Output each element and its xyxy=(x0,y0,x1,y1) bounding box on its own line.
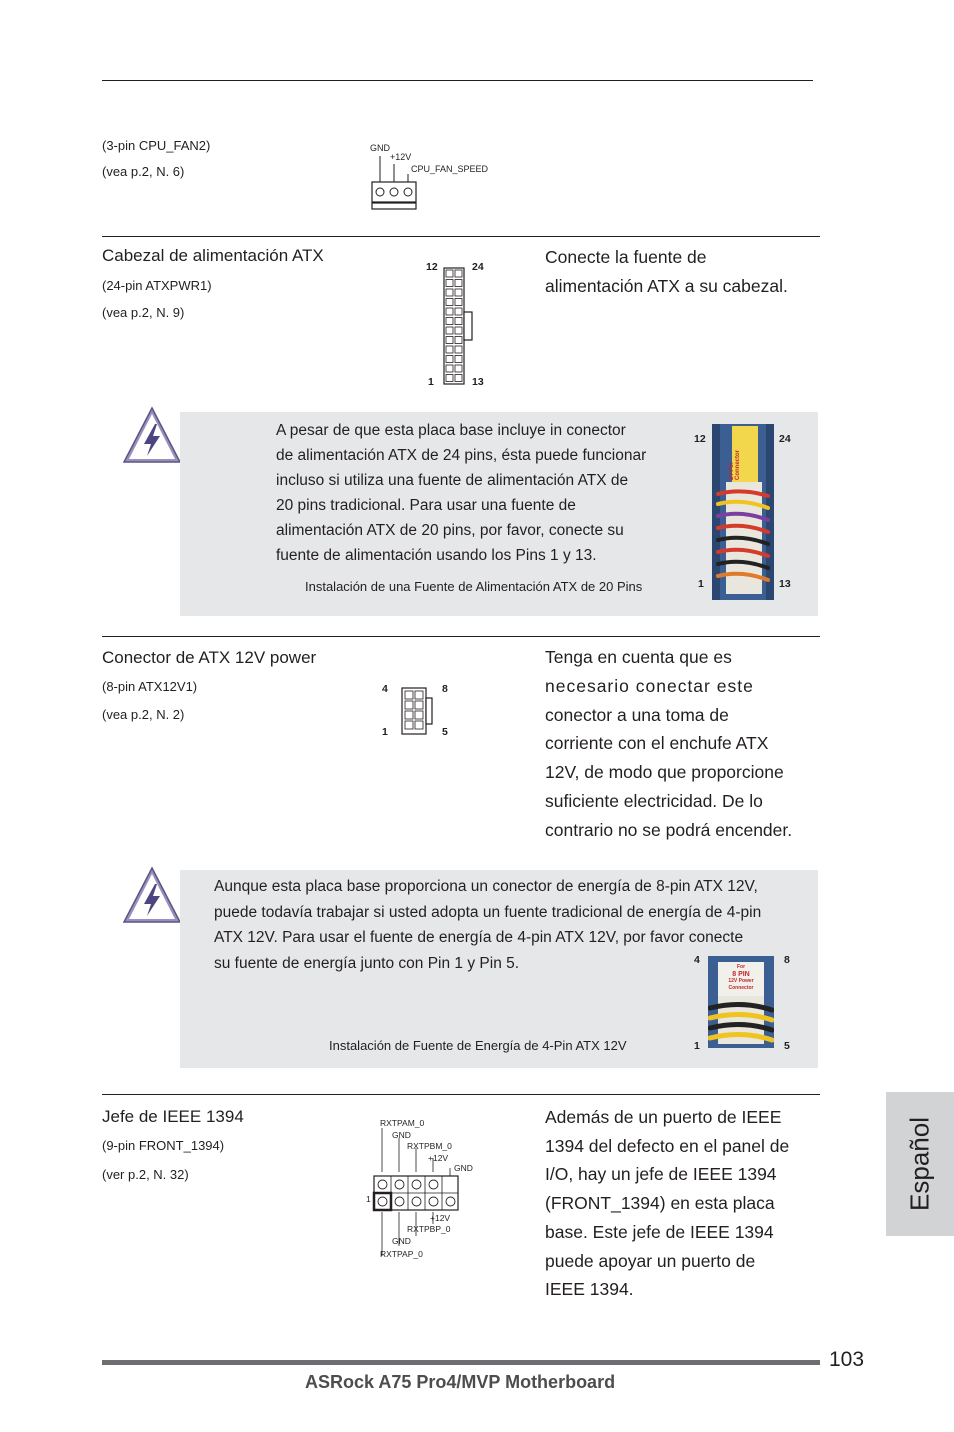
section-rule-ieee xyxy=(102,1094,820,1095)
ieee-label-pin1: 1 xyxy=(366,1194,371,1204)
atx-reference: (vea p.2, N. 9) xyxy=(102,305,185,320)
ieee-label-12v-bottom: +12V xyxy=(430,1213,451,1223)
note1-pin13-label: 13 xyxy=(779,578,791,590)
note2-photo-text-3: 12V Power xyxy=(728,978,754,984)
ieee-label-rxtpbp0: RXTPBP_0 xyxy=(407,1224,451,1234)
note1-line: 20 pins tradicional. Para usar una fuente de xyxy=(276,497,576,514)
ieee-label-12v-top: +12V xyxy=(428,1153,449,1163)
ieee-description xyxy=(545,1103,789,1304)
atx12v-desc-line: contrario no se podrá encender. xyxy=(545,819,793,840)
ieee-desc-line: I/O, hay un jefe de IEEE 1394 xyxy=(545,1164,777,1185)
atx-24pin-connector-diagram xyxy=(442,266,476,388)
note1-pin1-label: 1 xyxy=(698,578,704,590)
section-rule-atx xyxy=(102,236,820,237)
ieee-desc-line: IEEE 1394. xyxy=(545,1279,634,1300)
note2-line: ATX 12V. Para usar el fuente de energía de 4-pin ATX 12V, por favor conecte xyxy=(214,929,744,946)
atx-description-line2: alimentación ATX a su cabezal. xyxy=(545,276,788,296)
ieee-desc-line: base. Este jefe de IEEE 1394 xyxy=(545,1221,774,1242)
cpu-fan-subtitle: (3-pin CPU_FAN2) xyxy=(102,138,211,153)
note2-photo-text-2: 8 PIN xyxy=(732,971,750,978)
language-side-tab xyxy=(886,1092,954,1236)
top-rule xyxy=(102,80,813,81)
note2-photo-label xyxy=(718,964,764,992)
atx12v-pin1-label: 1 xyxy=(382,726,388,738)
atx12v-desc-line: 12V, de modo que proporcione xyxy=(545,762,784,783)
cpu-fan-gnd-label: GND xyxy=(370,143,390,153)
atx12v-pin5-label: 5 xyxy=(442,726,448,738)
note1-line: alimentación ATX de 20 pins, por favor, conecte su xyxy=(276,522,624,539)
atx12v-desc-line: suficiente electricidad. De lo xyxy=(545,790,763,811)
note1-line: incluso si utiliza una fuente de alimentación ATX de xyxy=(276,472,629,489)
note1-pin12-label: 12 xyxy=(694,433,706,445)
atx12v-desc-line: corriente con el enchufe ATX xyxy=(545,733,769,754)
note2-pin5-label: 5 xyxy=(784,1040,790,1052)
note1-line: A pesar de que esta placa base incluye in conector xyxy=(276,422,626,439)
atx-pin12-label: 12 xyxy=(426,261,438,273)
ieee1394-9pin-connector-diagram xyxy=(370,1128,462,1256)
ieee-label-rxtpap0: RXTPAP_0 xyxy=(380,1249,423,1259)
note1-text xyxy=(276,418,646,568)
ieee-title: Jefe de IEEE 1394 xyxy=(102,1107,244,1126)
atx12v-description xyxy=(545,643,792,845)
atx-description-line1: Conecte la fuente de xyxy=(545,247,707,267)
note1-pin24-label: 24 xyxy=(779,433,791,445)
warning-icon xyxy=(120,404,184,468)
note2-photo-text-4: Connector xyxy=(728,985,754,991)
atx12v-desc-line: conector a una toma de xyxy=(545,704,729,725)
note2-pin4-label: 4 xyxy=(694,954,700,966)
footer-rule xyxy=(102,1360,820,1365)
cpu-fan-reference: (vea p.2, N. 6) xyxy=(102,164,185,179)
atx12v-title: Conector de ATX 12V power xyxy=(102,648,317,667)
ieee-reference: (ver p.2, N. 32) xyxy=(102,1167,189,1182)
atx12v-desc-line: Tenga en cuenta que es xyxy=(545,647,732,667)
atx-title: Cabezal de alimentación ATX xyxy=(102,246,324,265)
ieee-label-rxtpbm0: RXTPBM_0 xyxy=(407,1141,452,1151)
atx-pin24-label: 24 xyxy=(472,261,484,273)
ieee-label-gnd-bottom: GND xyxy=(392,1236,411,1246)
ieee-label-gnd-top: GND xyxy=(392,1130,411,1140)
note2-line: Aunque esta placa base proporciona un conector de energía de 8-pin ATX 12V, xyxy=(214,878,758,895)
atx12v-8pin-connector-diagram xyxy=(398,686,434,738)
note2-pin1-label: 1 xyxy=(694,1040,700,1052)
atx-pin1-label: 1 xyxy=(428,376,434,388)
page-number: 103 xyxy=(829,1348,865,1371)
ieee-subtitle: (9-pin FRONT_1394) xyxy=(102,1138,225,1153)
atx-pin13-label: 13 xyxy=(472,376,484,388)
note2-line: puede todavía trabajar si usted adopta un fuente tradicional de energía de 4-pin xyxy=(214,903,762,921)
note2-photo-text-1: For xyxy=(736,964,746,970)
ieee-desc-line: Además de un puerto de IEEE xyxy=(545,1107,782,1127)
footer-title: ASRock A75 Pro4/MVP Motherboard xyxy=(305,1372,616,1392)
ieee-desc-line: 1394 del defecto en el panel de xyxy=(545,1135,790,1156)
ieee-desc-line: puede apoyar un puerto de xyxy=(545,1250,756,1271)
warning-icon xyxy=(120,864,184,928)
note2-caption: Instalación de Fuente de Energía de 4-Pin ATX 12V xyxy=(329,1038,627,1053)
note2-pin8-label: 8 xyxy=(784,954,790,966)
cpu-fan-connector-diagram xyxy=(366,150,422,212)
note1-photo-label: 24 Pin Connector xyxy=(729,450,741,480)
atx12v-pin8-label: 8 xyxy=(442,683,448,695)
atx12v-reference: (vea p.2, N. 2) xyxy=(102,707,185,722)
note1-line: fuente de alimentación usando los Pins 1 y 13. xyxy=(276,547,597,564)
atx12v-pin4-label: 4 xyxy=(382,683,388,695)
note2-line: su fuente de energía junto con Pin 1 y Pin 5. xyxy=(214,954,520,972)
cpu-fan-speed-label: CPU_FAN_SPEED xyxy=(411,164,489,174)
atx12v-subtitle: (8-pin ATX12V1) xyxy=(102,679,198,694)
ieee-label-rxtpam0: RXTPAM_0 xyxy=(380,1118,425,1128)
cpu-fan-12v-label: +12V xyxy=(390,152,412,162)
atx12v-desc-line: necesario conectar este xyxy=(545,675,754,696)
atx-subtitle: (24-pin ATXPWR1) xyxy=(102,278,212,293)
ieee-desc-line: (FRONT_1394) en esta placa xyxy=(545,1193,775,1214)
language-side-tab-label: Español xyxy=(904,1117,935,1211)
section-rule-atx12v xyxy=(102,636,820,637)
note2-text xyxy=(214,874,761,976)
note1-caption: Instalación de una Fuente de Alimentación ATX de 20 Pins xyxy=(305,579,643,594)
note1-line: de alimentación ATX de 24 pins, ésta puede funcionar xyxy=(276,447,647,464)
ieee-label-gnd-right: GND xyxy=(454,1163,473,1173)
